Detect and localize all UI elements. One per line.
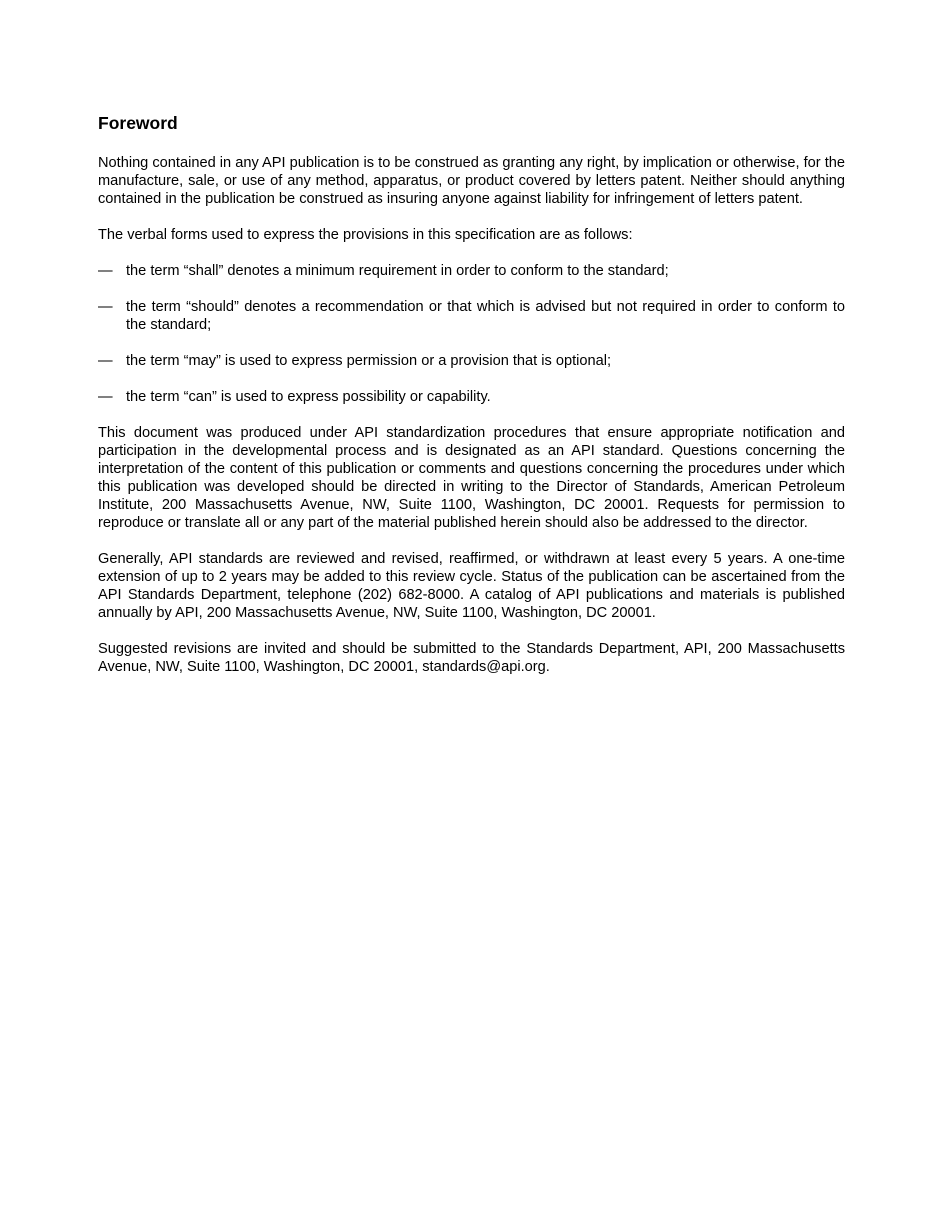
review-cycle-paragraph: Generally, API standards are reviewed and revised, reaffirmed, or withdrawn at least every 5 years. A one-time extension of up to 2 years may be added to this review cycle. Status of the publication can be ascertained from the API Standards Department, telephone (202) 682-8000. A catalog of API publications and materials is published annually by API, 200 Massachusetts Avenue, NW, Suite 1100, Washington, DC 20001.	[98, 551, 845, 621]
verbal-forms-list	[98, 262, 845, 406]
dash-marker: —	[98, 389, 113, 405]
dash-marker: —	[98, 299, 113, 315]
page-title: Foreword	[98, 113, 178, 133]
list-item-should	[98, 298, 845, 334]
patent-disclaimer-paragraph: Nothing contained in any API publication is to be construed as granting any right, by implication or otherwise, for the manufacture, sale, or use of any method, apparatus, or product covered by letters patent. Neither should anything contained in the publication be construed as insuring anyone against liability for infringement of letters patent.	[98, 155, 845, 207]
list-item-text: the term “should” denotes a recommendation or that which is advised but not required in order to conform to the standard;	[126, 299, 845, 333]
list-item-text: the term “may” is used to express permission or a provision that is optional;	[126, 353, 612, 369]
list-item-can	[98, 388, 845, 406]
list-item-may	[98, 352, 845, 370]
dash-marker: —	[98, 263, 113, 279]
dash-marker: —	[98, 353, 113, 369]
foreword-page	[98, 112, 845, 694]
list-item-text: the term “can” is used to express possibility or capability.	[126, 389, 491, 405]
standardization-procedures-paragraph: This document was produced under API standardization procedures that ensure appropriate notification and participation in the developmental process and is designated as an API standard. Questions concerning the interpretation of the content of this publication or comments and questions concerning the procedures under which this publication was developed should be directed in writing to the Director of Standards, American Petroleum Institute, 200 Massachusetts Avenue, NW, Suite 1100, Washington, DC 20001. Requests for permission to reproduce or translate all or any part of the material published herein should also be addressed to the director.	[98, 425, 845, 531]
verbal-forms-intro-paragraph: The verbal forms used to express the provisions in this specification are as follows:	[98, 227, 633, 243]
suggested-revisions-paragraph: Suggested revisions are invited and should be submitted to the Standards Department, API, 200 Massachusetts Avenue, NW, Suite 1100, Washington, DC 20001, standards@api.org.	[98, 641, 845, 675]
list-item-shall	[98, 262, 845, 280]
list-item-text: the term “shall” denotes a minimum requirement in order to conform to the standard;	[126, 263, 669, 279]
